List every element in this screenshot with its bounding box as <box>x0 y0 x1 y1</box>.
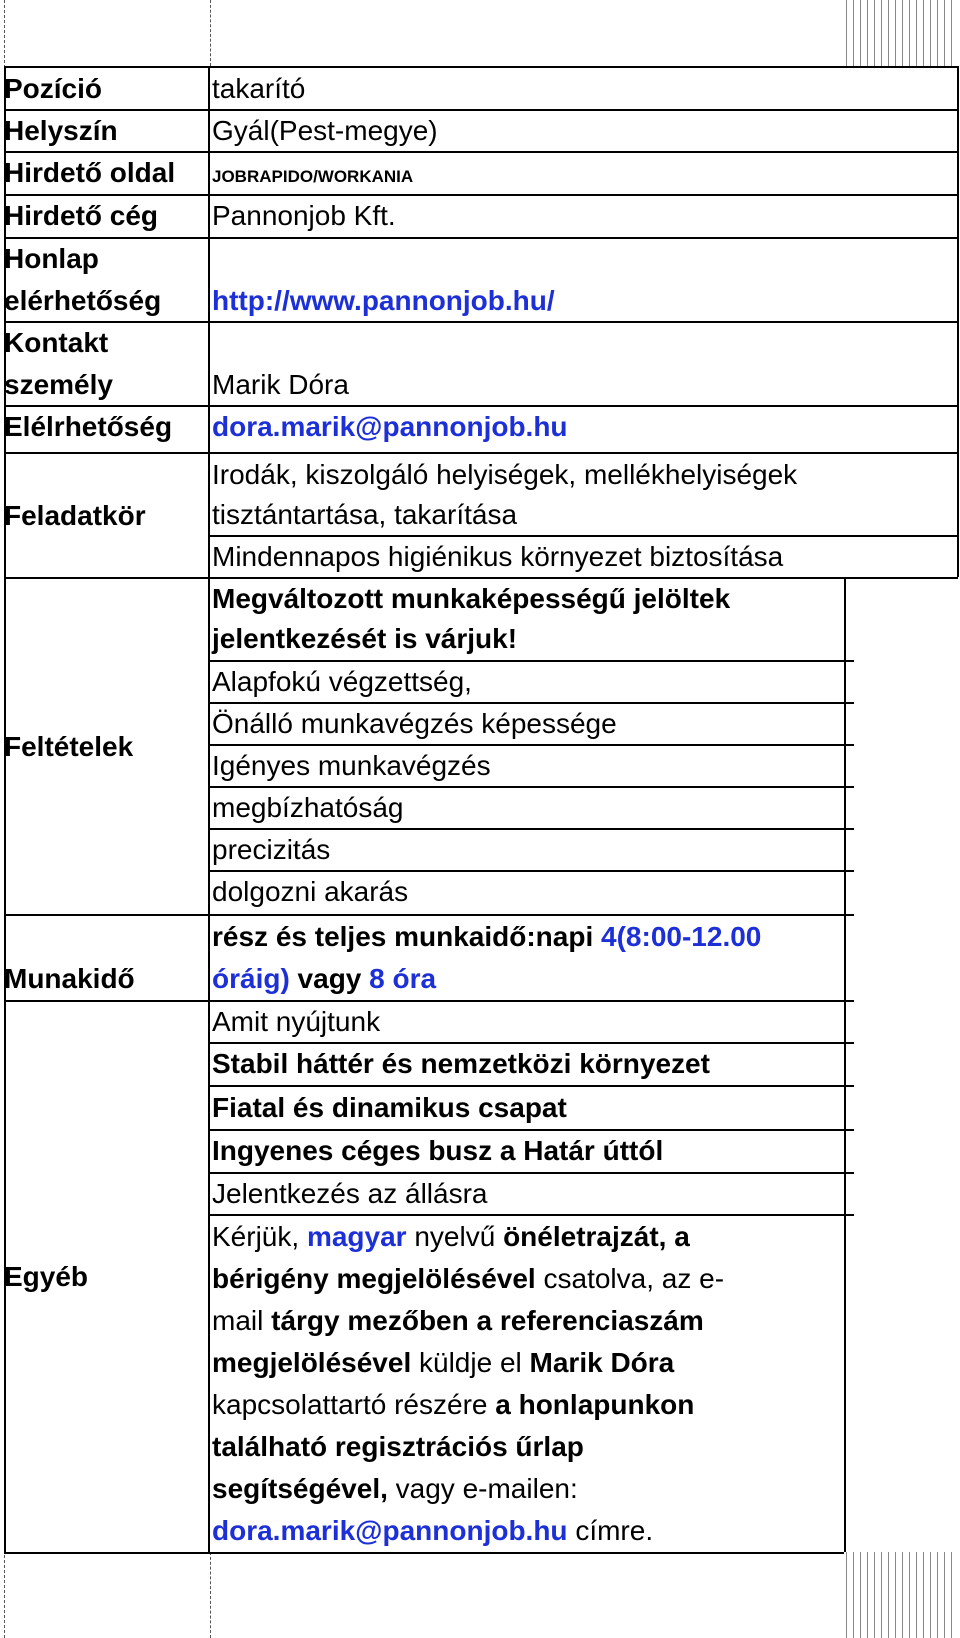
label-kontakt-1: Kontakt <box>4 327 109 358</box>
egyeb-line-5: Jelentkezés az állásra <box>212 1178 488 1209</box>
stripe-decoration-bottom <box>846 1552 958 1638</box>
feltetelek-line-3: Igényes munkavégzés <box>212 750 491 781</box>
egyeb-bold-2: Fiatal és dinamikus csapat <box>212 1092 567 1123</box>
egyeb-bold-3: Ingyenes céges busz a Határ úttól <box>212 1135 664 1166</box>
egyeb-para-line-d: megjelölésével küldje el Marik Dóra <box>212 1347 675 1378</box>
munkaido-line-2: óráig) vagy 8 óra <box>212 963 437 994</box>
egyeb-line-1: Amit nyújtunk <box>212 1006 381 1037</box>
feltetelek-line-6: dolgozni akarás <box>212 876 409 907</box>
feltetelek-line-5: precizitás <box>212 834 331 865</box>
label-munkaido: Munakidő <box>4 963 135 994</box>
label-helyszin: Helyszín <box>4 115 118 146</box>
egyeb-para-line-c: mail tárgy mezőben a referenciaszám <box>212 1305 704 1336</box>
feladatkor-line-1: Irodák, kiszolgáló helyiségek, mellékhelyiségek <box>212 459 798 490</box>
link-honlap[interactable]: http://www.pannonjob.hu/ <box>212 285 555 316</box>
page-edge-mid-bottom <box>210 1552 211 1638</box>
egyeb-bold-1: Stabil háttér és nemzetközi környezet <box>212 1048 710 1079</box>
egyeb-para-line-e: kapcsolattartó részére a honlapunkon <box>212 1389 695 1420</box>
feltetelek-line-1: Alapfokú végzettség, <box>212 666 472 697</box>
feltetelek-bold-2: jelentkezését is várjuk! <box>212 623 518 654</box>
feladatkor-line-3: Mindennapos higiénikus környezet biztosítása <box>212 541 784 572</box>
egyeb-para-line-a: Kérjük, magyar nyelvű önéletrajzát, a <box>212 1221 690 1252</box>
label-hirdeto-oldal: Hirdető oldal <box>4 157 176 188</box>
label-feltetelek: Feltételek <box>4 731 134 762</box>
label-hirdeto-ceg: Hirdető cég <box>4 200 159 231</box>
egyeb-para-line-b: bérigény megjelölésével csatolva, az e- <box>212 1263 725 1294</box>
link-email-egyeb[interactable]: dora.marik@pannonjob.hu <box>212 1515 568 1546</box>
page-edge-mid-top <box>210 0 211 66</box>
label-elerhetoseg: Elélrhetőség <box>4 411 173 442</box>
label-feladatkor: Feladatkör <box>4 500 146 531</box>
egyeb-para-line-g: segítségével, vagy e-mailen: <box>212 1473 578 1504</box>
label-kontakt-2: személy <box>4 369 113 400</box>
feltetelek-bold-1: Megváltozott munkaképességű jelöltek <box>212 583 731 614</box>
value-hirdeto-oldal: JOBRAPIDO/WORKANIA <box>212 167 414 186</box>
feltetelek-line-4: megbízhatóság <box>212 792 404 823</box>
value-kontakt: Marik Dóra <box>212 369 349 400</box>
munkaido-line-1: rész és teljes munkaidő:napi 4(8:00-12.00 <box>212 921 762 952</box>
label-pozicio: Pozíció <box>4 73 103 104</box>
value-pozicio: takarító <box>212 73 306 104</box>
label-egyeb: Egyéb <box>4 1261 89 1292</box>
egyeb-para-line-h: dora.marik@pannonjob.hu címre. <box>212 1515 654 1546</box>
label-honlap-2: elérhetőség <box>4 285 162 316</box>
feladatkor-line-2: tisztántartása, takarítása <box>212 499 518 530</box>
stripe-decoration-top <box>846 0 958 66</box>
value-hirdeto-ceg: Pannonjob Kft. <box>212 200 396 231</box>
label-honlap-1: Honlap <box>4 243 99 274</box>
egyeb-para-line-f: található regisztrációs űrlap <box>212 1431 584 1462</box>
value-helyszin: Gyál(Pest-megye) <box>212 115 438 146</box>
feltetelek-line-2: Önálló munkavégzés képessége <box>212 708 617 739</box>
link-email[interactable]: dora.marik@pannonjob.hu <box>212 411 568 442</box>
